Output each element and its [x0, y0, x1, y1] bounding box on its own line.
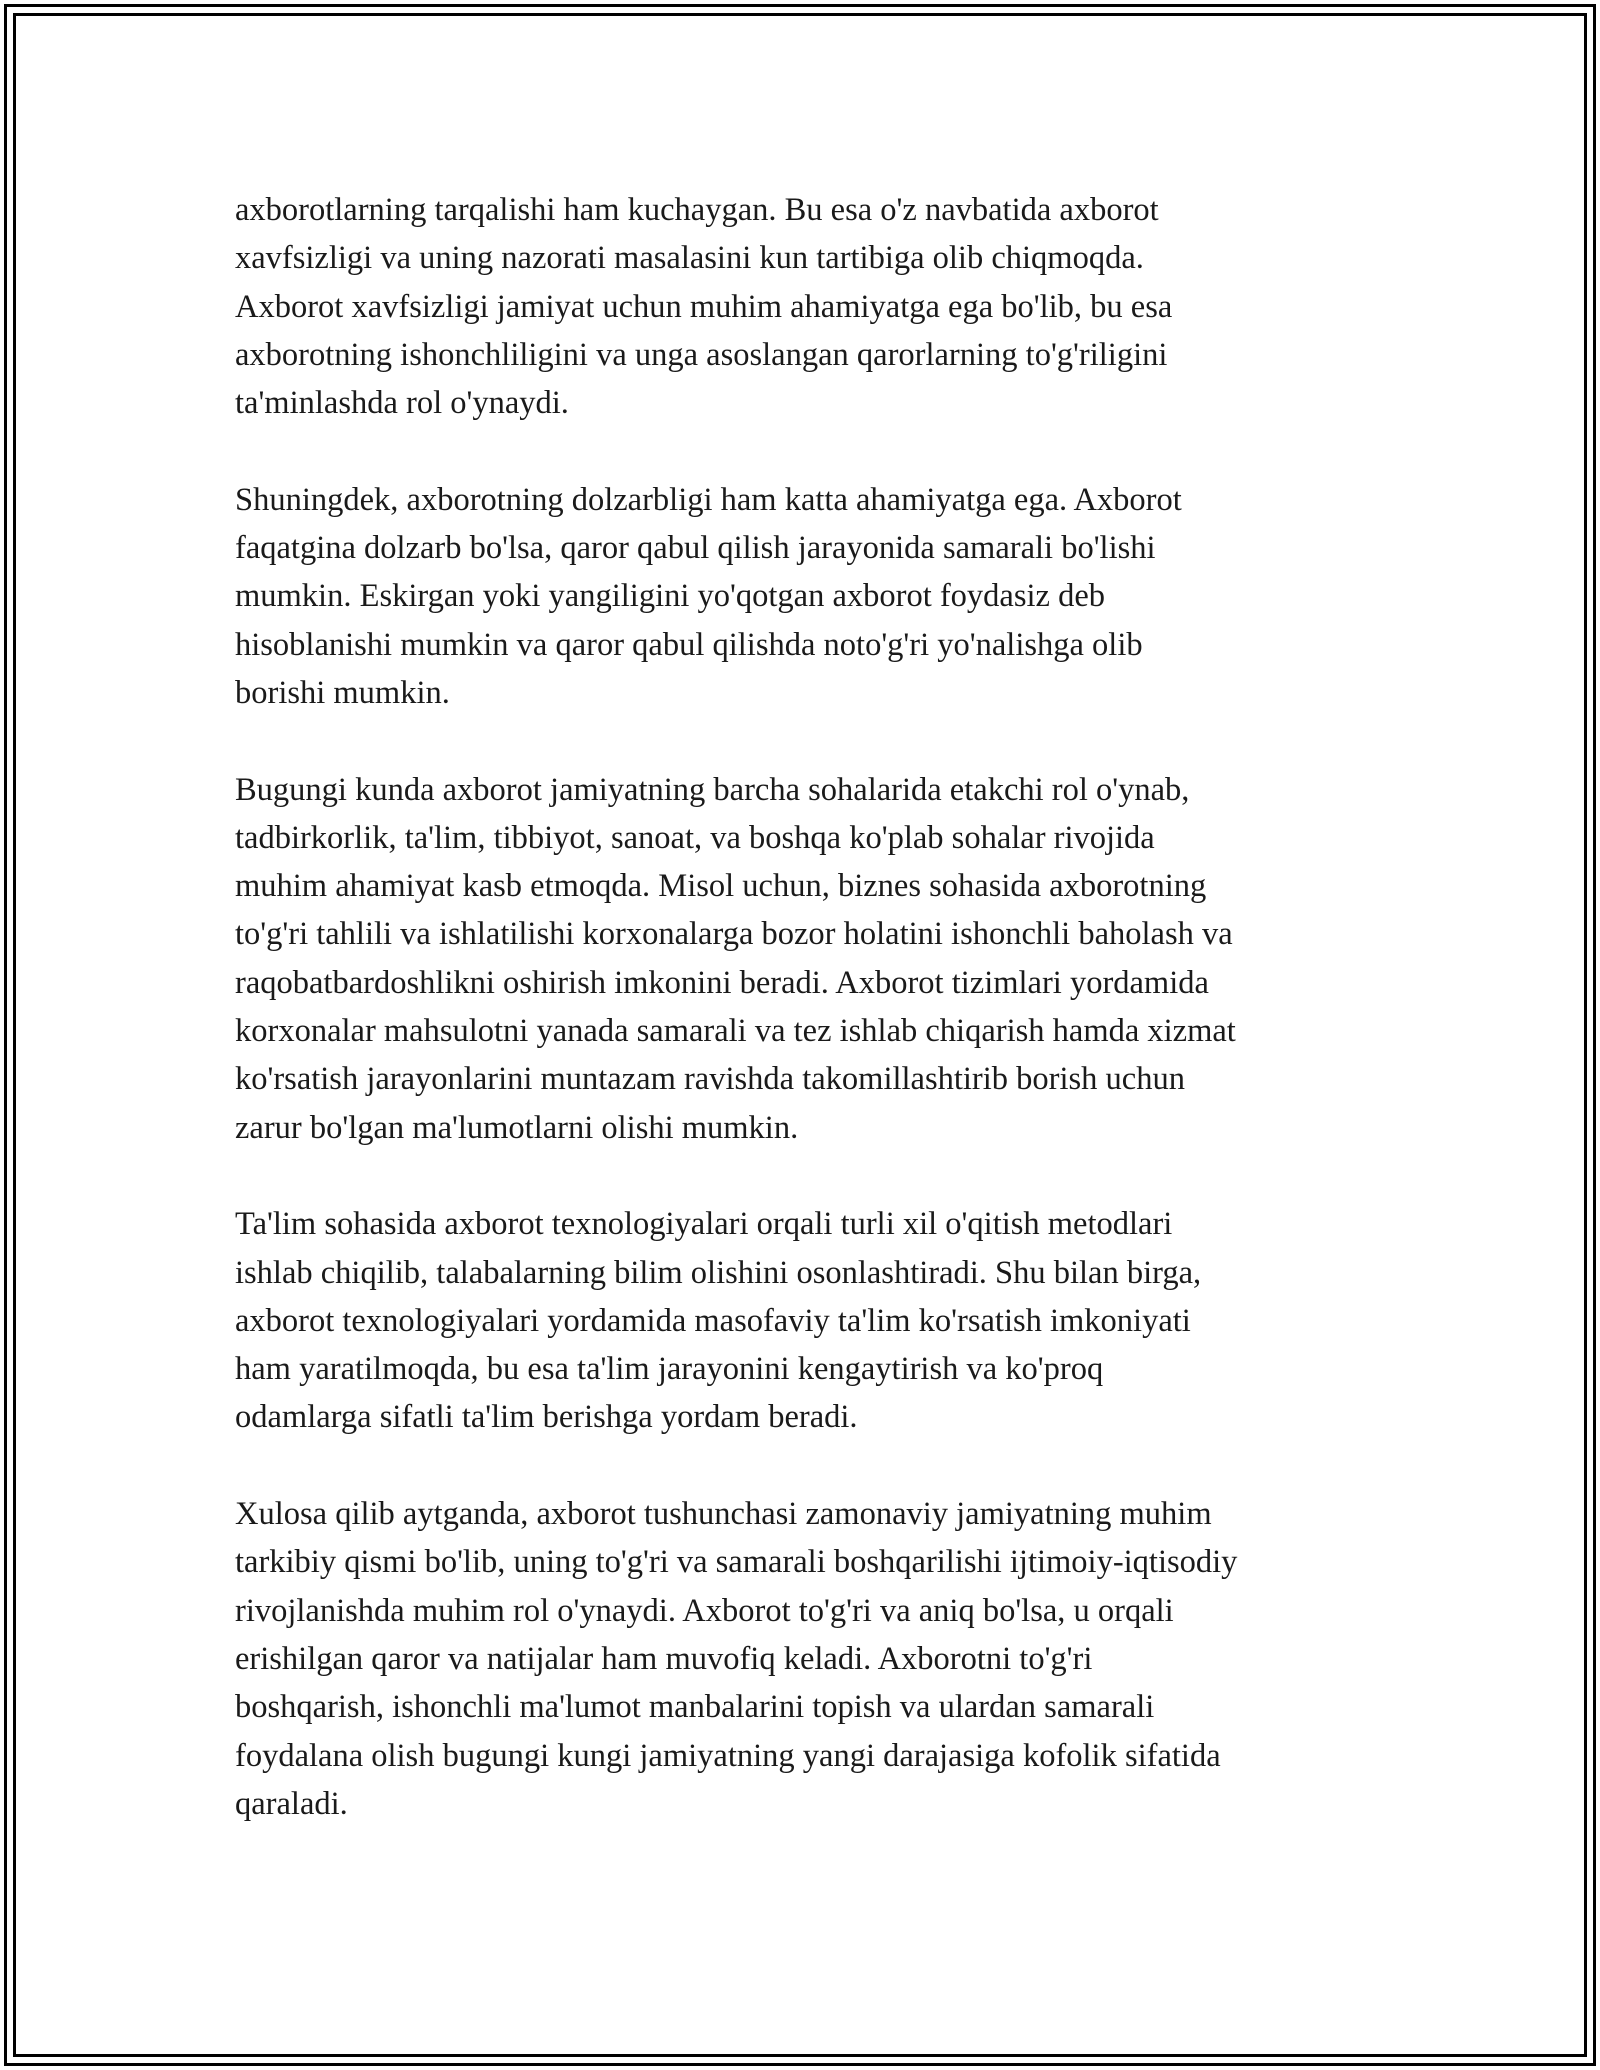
text-line: qaraladi.: [235, 1785, 348, 1822]
text-line: ham yaratilmoqda, bu esa ta'lim jarayonini kengaytirish va ko'proq: [235, 1351, 1104, 1388]
paragraph-business: [235, 766, 1375, 1152]
paragraph-conclusion: [235, 1490, 1375, 1828]
text-line: faqatgina dolzarb bo'lsa, qaror qabul qilish jarayonida samarali bo'lishi: [235, 530, 1156, 567]
text-line: ta'minlashda rol o'ynaydi.: [235, 385, 569, 422]
paragraph-education: [235, 1200, 1375, 1441]
text-line: tadbirkorlik, ta'lim, tibbiyot, sanoat, va boshqa ko'plab sohalar rivojida: [235, 819, 1155, 856]
paragraph-security: [235, 186, 1375, 427]
text-line: Xulosa qilib aytganda, axborot tushunchasi zamonaviy jamiyatning muhim: [235, 1496, 1212, 1533]
text-line: muhim ahamiyat kasb etmoqda. Misol uchun, biznes sohasida axborotning: [235, 868, 1207, 905]
text-line: Axborot xavfsizligi jamiyat uchun muhim ahamiyatga ega bo'lib, bu esa: [235, 288, 1173, 325]
text-line: xavfsizligi va uning nazorati masalasini kun tartibiga olib chiqmoqda.: [235, 240, 1144, 277]
text-line: boshqarish, ishonchli ma'lumot manbalarini topish va ulardan samarali: [235, 1689, 1155, 1726]
text-line: Shuningdek, axborotning dolzarbligi ham katta ahamiyatga ega. Axborot: [235, 481, 1182, 518]
text-line: to'g'ri tahlili va ishlatilishi korxonalarga bozor holatini ishonchli baholash va: [235, 916, 1233, 953]
text-line: Bugungi kunda axborot jamiyatning barcha sohalarida etakchi rol o'ynab,: [235, 771, 1190, 808]
paragraph-relevance: [235, 476, 1375, 717]
text-line: ishlab chiqilib, talabalarning bilim olishini osonlashtiradi. Shu bilan birga,: [235, 1254, 1202, 1291]
text-line: tarkibiy qismi bo'lib, uning to'g'ri va samarali boshqarilishi ijtimoiy-iqtisodiy: [235, 1544, 1238, 1581]
text-line: ko'rsatish jarayonlarini muntazam ravishda takomillashtirib borish uchun: [235, 1061, 1185, 1098]
text-line: axborotning ishonchliligini va unga asoslangan qarorlarning to'g'riligini: [235, 336, 1168, 373]
text-line: mumkin. Eskirgan yoki yangiligini yo'qotgan axborot foydasiz deb: [235, 578, 1105, 615]
text-line: odamlarga sifatli ta'lim berishga yordam beradi.: [235, 1399, 858, 1436]
text-line: foydalana olish bugungi kungi jamiyatning yangi darajasiga kofolik sifatida: [235, 1737, 1221, 1774]
text-line: korxonalar mahsulotni yanada samarali va tez ishlab chiqarish hamda xizmat: [235, 1013, 1236, 1050]
text-line: axborotlarning tarqalishi ham kuchaygan. Bu esa o'z navbatida axborot: [235, 192, 1159, 228]
text-line: rivojlanishda muhim rol o'ynaydi. Axborot to'g'ri va aniq bo'lsa, u orqali: [235, 1592, 1174, 1629]
document-body: [235, 186, 1375, 1828]
text-line: axborot texnologiyalari yordamida masofaviy ta'lim ko'rsatish imkoniyati: [235, 1302, 1191, 1339]
text-line: erishilgan qaror va natijalar ham muvofiq keladi. Axborotni to'g'ri: [235, 1640, 1093, 1677]
text-line: zarur bo'lgan ma'lumotlarni olishi mumkin.: [235, 1109, 799, 1146]
text-line: borishi mumkin.: [235, 674, 450, 711]
text-line: raqobatbardoshlikni oshirish imkonini beradi. Axborot tizimlari yordamida: [235, 964, 1209, 1001]
text-line: Ta'lim sohasida axborot texnologiyalari orqali turli xil o'qitish metodlari: [235, 1206, 1173, 1243]
text-line: hisoblanishi mumkin va qaror qabul qilishda noto'g'ri yo'nalishga olib: [235, 626, 1143, 663]
